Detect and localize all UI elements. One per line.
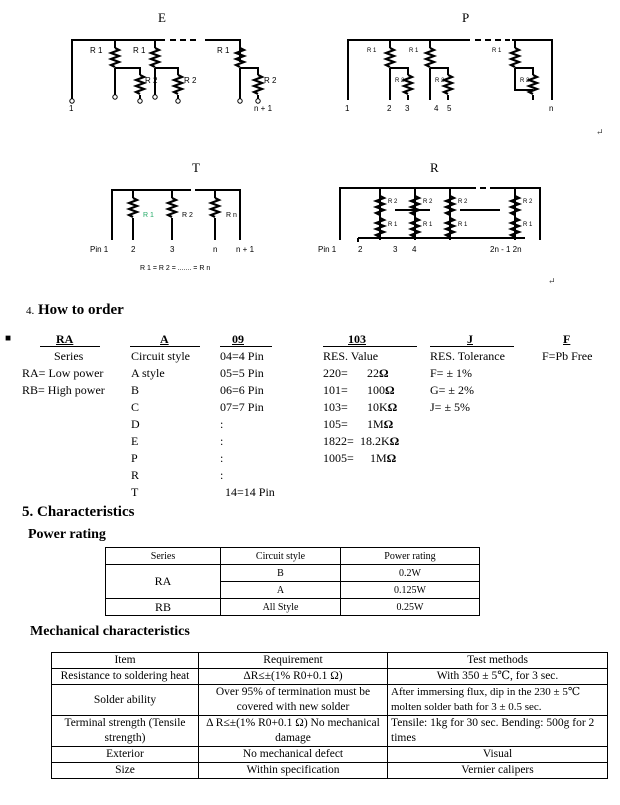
r-pin-label: Pin 1 — [318, 245, 337, 254]
rule — [430, 346, 514, 347]
table-row — [52, 747, 608, 763]
table-row — [52, 669, 608, 685]
e-r2-label: R 2 — [264, 76, 277, 85]
series-option: RB= High power — [22, 383, 105, 397]
value-code: 1005= — [323, 451, 354, 465]
value-val: 100Ω — [367, 383, 395, 397]
order-header-value: 103 — [348, 332, 366, 346]
tolerance-option: F= ± 1% — [430, 366, 473, 380]
t-pin-label: n — [213, 245, 218, 254]
order-header-free: F — [563, 332, 571, 346]
header-cell: Power rating — [341, 548, 480, 565]
t-pin-label: Pin 1 — [90, 245, 109, 254]
circuit-diagrams — [0, 0, 620, 300]
tolerance-option: G= ± 2% — [430, 383, 475, 397]
table-row — [52, 716, 608, 747]
circuit-option: D — [131, 417, 140, 431]
test-cell: Visual — [388, 747, 608, 763]
rule — [40, 346, 100, 347]
p-pin-label: 2 — [387, 104, 392, 113]
value-code: 1822= — [323, 434, 354, 448]
p-r2-label: R 2 — [395, 78, 405, 84]
t-pin-label: 2 — [131, 245, 136, 254]
t-pin-label: n + 1 — [236, 245, 255, 254]
t-pin-label: 3 — [170, 245, 175, 254]
t-rn-label: R n — [226, 212, 237, 219]
item-cell: Resistance to soldering heat — [52, 669, 199, 685]
r-r2-label: R 2 — [458, 199, 468, 205]
test-cell: With 350 ± 5℃, for 3 sec. — [388, 669, 608, 685]
value-code: 220= — [323, 366, 348, 380]
table-row — [106, 565, 480, 582]
style-cell: A — [221, 582, 341, 599]
circuit-option: R — [131, 468, 140, 482]
table-row — [106, 599, 480, 616]
r-r1-label: R 1 — [388, 222, 398, 228]
order-header-circuit: A — [160, 332, 169, 346]
r-r1-label: R 1 — [523, 222, 533, 228]
pin-option: 05=5 Pin — [220, 366, 264, 380]
p-pin-label: 3 — [405, 104, 410, 113]
section-number: 4. — [26, 305, 35, 317]
value-val: 22Ω — [367, 366, 389, 380]
pin-option: : — [220, 417, 224, 431]
diagram-r — [340, 188, 540, 242]
value-val: 1MΩ — [367, 417, 394, 431]
return-mark: ↵ — [596, 127, 604, 137]
p-pin-label: 1 — [345, 104, 350, 113]
requirement-cell: No mechanical defect — [199, 747, 388, 763]
table-row — [52, 763, 608, 779]
series-option: RA= Low power — [22, 366, 104, 380]
order-header-tolerance: J — [467, 332, 473, 346]
header-cell: Test methods — [388, 653, 608, 669]
circuit-option: C — [131, 400, 140, 414]
e-r2-label: R 2 — [184, 76, 197, 85]
r-r2-label: R 2 — [523, 199, 533, 205]
diagram-t-title: T — [192, 160, 200, 175]
table-header-row — [106, 548, 480, 565]
r-pin-label: 2n - 1 2n — [490, 245, 522, 254]
header-cell: Requirement — [199, 653, 388, 669]
test-cell: Tensile: 1kg for 30 sec. Bending: 500g for 2 times — [388, 716, 608, 747]
series-cell: RA — [106, 565, 221, 599]
rating-cell: 0.25W — [341, 599, 480, 616]
mechanical-table — [51, 652, 608, 779]
section-number: 5. — [22, 504, 34, 520]
series-cell: RB — [106, 599, 221, 616]
requirement-cell: Within specification — [199, 763, 388, 779]
pin-option: 06=6 Pin — [220, 383, 264, 397]
pin-option: 14=14 Pin — [225, 485, 275, 499]
power-rating-table — [105, 547, 480, 616]
r-r2-label: R 2 — [423, 199, 433, 205]
order-header-series: RA — [56, 332, 74, 346]
table-row — [52, 685, 608, 716]
header-cell: Item — [52, 653, 199, 669]
table-header-row — [52, 653, 608, 669]
e-r1-label: R 1 — [217, 46, 230, 55]
value-code: 101= — [323, 383, 348, 397]
item-cell: Solder ability — [52, 685, 199, 716]
requirement-cell: Δ R≤±(1% R0+0.1 Ω) No mechanical damage — [199, 716, 388, 747]
item-cell: Exterior — [52, 747, 199, 763]
value-code: 105= — [323, 417, 348, 431]
r-r1-label: R 1 — [423, 222, 433, 228]
rule — [130, 346, 200, 347]
r-pin-label: 2 — [358, 245, 363, 254]
row-label-circuit: Circuit style — [131, 349, 190, 363]
diagram-p — [348, 40, 552, 100]
circuit-option: T — [131, 485, 139, 499]
p-r2-label: R 2 — [520, 78, 530, 84]
section-5-heading — [22, 504, 134, 521]
value-val: 18.2KΩ — [360, 434, 400, 448]
t-r1-label: R 1 — [143, 212, 154, 219]
pin-option: : — [220, 434, 224, 448]
power-rating-title: Power rating — [28, 527, 106, 542]
r-r2-label: R 2 — [388, 199, 398, 205]
diagram-r-title: R — [430, 160, 439, 175]
diagram-p-title: P — [462, 10, 470, 25]
style-cell: All Style — [221, 599, 341, 616]
row-label-free: F=Pb Free — [542, 349, 593, 363]
mechanical-title: Mechanical characteristics — [30, 624, 190, 639]
circuit-option: P — [131, 451, 138, 465]
return-mark: ↵ — [548, 276, 556, 286]
tolerance-option: J= ± 5% — [430, 400, 471, 414]
value-val: 10KΩ — [367, 400, 398, 414]
t-r2-label: R 2 — [182, 212, 193, 219]
order-header-pins: 09 — [232, 332, 244, 346]
section-4-heading — [26, 302, 124, 319]
diagram-e-title: E — [158, 10, 166, 25]
r-r1-label: R 1 — [458, 222, 468, 228]
item-cell: Terminal strength (Tensile strength) — [52, 716, 199, 747]
test-cell: Vernier calipers — [388, 763, 608, 779]
e-pin-label: n + 1 — [254, 104, 273, 113]
rule — [323, 346, 417, 347]
circuit-option: A style — [131, 366, 165, 380]
bullet-icon: ■ — [5, 333, 12, 344]
circuit-option: E — [131, 434, 139, 448]
requirement-cell: ΔR≤±(1% R0+0.1 Ω) — [199, 669, 388, 685]
row-label-series: Series — [54, 349, 84, 363]
pin-option: : — [220, 451, 224, 465]
row-label-pins: 04=4 Pin — [220, 349, 264, 363]
t-note: R 1 = R 2 = ....... = R n — [140, 265, 211, 272]
rule — [220, 346, 272, 347]
row-label-value: RES. Value — [323, 349, 379, 363]
header-cell: Series — [106, 548, 221, 565]
p-r1-label: R 1 — [409, 48, 419, 54]
requirement-cell: Over 95% of termination must be covered with new solder — [199, 685, 388, 716]
value-code: 103= — [323, 400, 348, 414]
e-r1-label: R 1 — [90, 46, 103, 55]
section-title: Characteristics — [37, 504, 135, 520]
p-pin-label: 5 — [447, 104, 452, 113]
e-r1-label: R 1 — [133, 46, 146, 55]
r-pin-label: 3 — [393, 245, 398, 254]
p-r1-label: R 1 — [367, 48, 377, 54]
row-label-tolerance: RES. Tolerance — [430, 349, 505, 363]
p-r1-label: R 1 — [492, 48, 502, 54]
test-cell: After immersing flux, dip in the 230 ± 5℃ molten solder bath for 3 ± 0.5 sec. — [388, 685, 608, 716]
value-val: 1MΩ — [370, 451, 397, 465]
pin-option: : — [220, 468, 224, 482]
pin-option: 07=7 Pin — [220, 400, 264, 414]
p-pin-label: 4 — [434, 104, 439, 113]
item-cell: Size — [52, 763, 199, 779]
p-r2-label: R 2 — [435, 78, 445, 84]
rating-cell: 0.2W — [341, 565, 480, 582]
rating-cell: 0.125W — [341, 582, 480, 599]
section-title: How to order — [38, 302, 124, 318]
e-r2-label: R 2 — [145, 76, 158, 85]
circuit-option: B — [131, 383, 140, 397]
style-cell: B — [221, 565, 341, 582]
header-cell: Circuit style — [221, 548, 341, 565]
r-pin-label: 4 — [412, 245, 417, 254]
e-pin-label: 1 — [69, 104, 74, 113]
p-pin-label: n — [549, 104, 554, 113]
